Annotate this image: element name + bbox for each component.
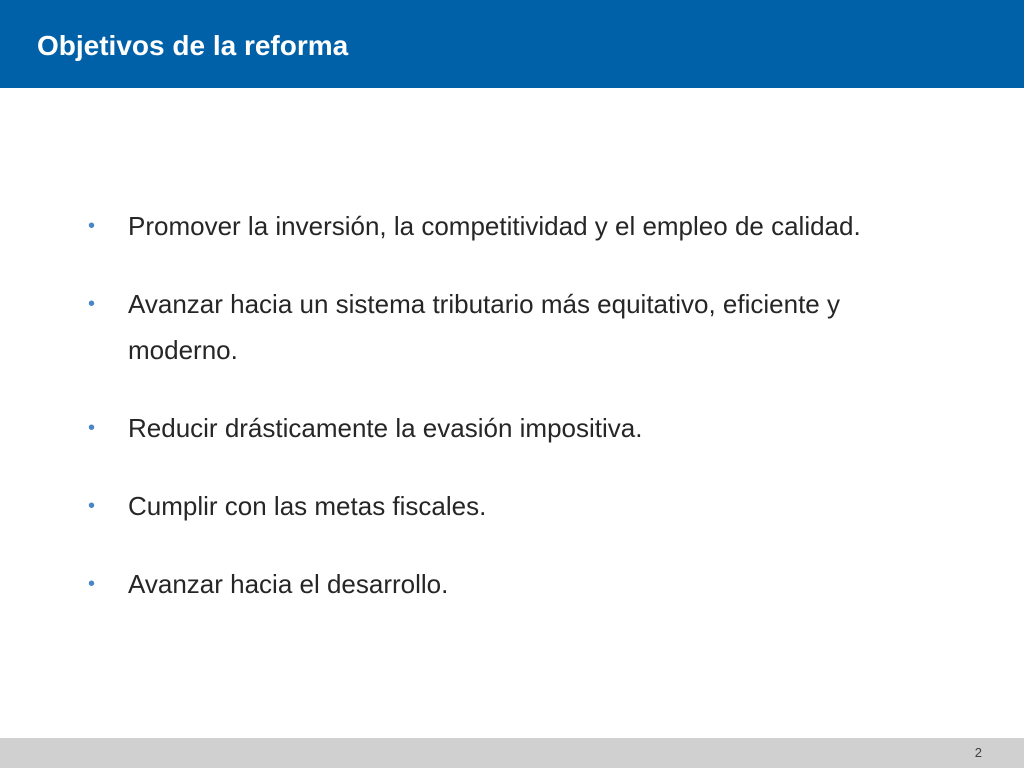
bullet-text: Promover la inversión, la competitividad y el empleo de calidad. <box>128 211 861 241</box>
title-bar <box>0 0 1024 88</box>
bullet-marker-icon: • <box>88 215 96 237</box>
bullet-item <box>88 561 948 607</box>
bullet-item <box>88 281 948 373</box>
slide-title: Objetivos de la reforma <box>37 30 349 61</box>
bullet-item <box>88 405 948 451</box>
bullet-text: Avanzar hacia un sistema tributario más equitativo, eficiente y moderno. <box>128 289 840 365</box>
bullet-text: Cumplir con las metas fiscales. <box>128 491 487 521</box>
page-number: 2 <box>974 745 982 760</box>
bullet-marker-icon: • <box>88 495 96 517</box>
bullet-marker-icon: • <box>88 573 96 595</box>
bullet-list <box>88 203 948 607</box>
bullet-item <box>88 203 948 249</box>
bullet-text: Reducir drásticamente la evasión impositiva. <box>128 413 643 443</box>
bullet-text: Avanzar hacia el desarrollo. <box>128 569 449 599</box>
bullet-item <box>88 483 948 529</box>
bullet-marker-icon: • <box>88 293 96 315</box>
bullet-marker-icon: • <box>88 417 96 439</box>
footer-bar <box>0 738 1024 768</box>
